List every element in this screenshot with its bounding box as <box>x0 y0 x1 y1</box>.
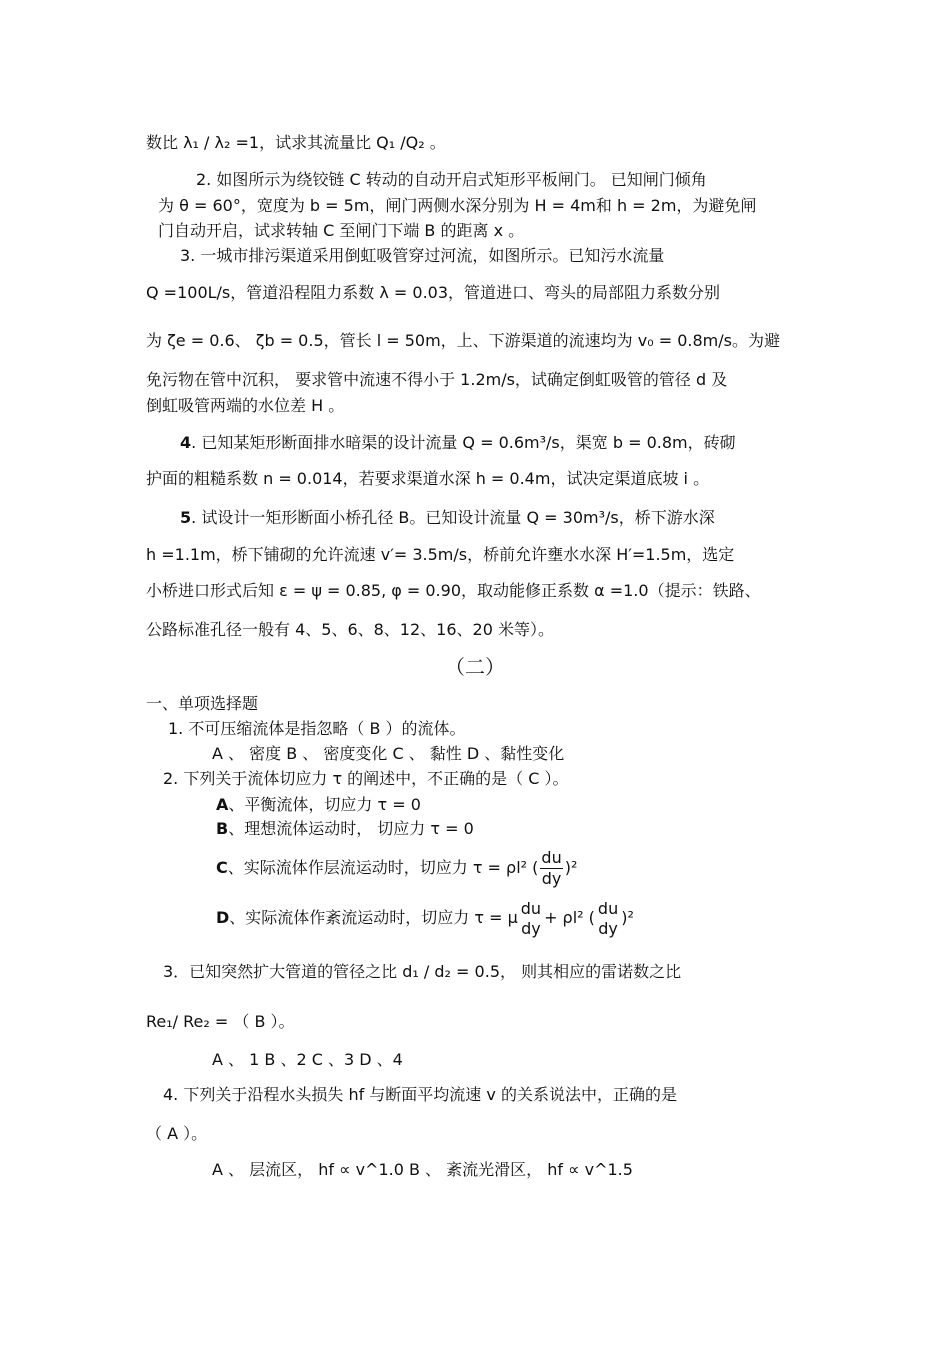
option-text-tail: )² <box>621 908 634 927</box>
mc-question-2: 2. 下列关于流体切应力 τ 的阐述中，不正确的是（ C ）。 <box>163 769 569 788</box>
fraction-numerator: du <box>541 848 562 867</box>
mc-question-2-option-a <box>216 795 421 815</box>
question-4-line-2: 护面的粗糙系数 n = 0.014，若要求渠道水深 h = 0.4m，试决定渠道底坡 i 。 <box>146 469 710 488</box>
option-text: 、实际流体作紊流运动时，切应力 τ = μ <box>229 908 518 927</box>
question-5-line-1 <box>180 508 715 528</box>
option-text-mid: + ρl² ( <box>544 908 595 927</box>
question-4-line-1 <box>180 433 736 453</box>
fraction-numerator: du <box>520 898 542 918</box>
fraction-du-dy <box>597 899 619 939</box>
question-3-line-3: 为 ζe = 0.6、 ζb = 0.5，管长 l = 50m，上、下游渠道的流速均为 v₀ = 0.8m/s。为避 <box>146 331 780 350</box>
question-2-line-2: 为 θ = 60°，宽度为 b = 5m，闸门两侧水深分别为 H = 4m和 h = 2m，为避免闸 <box>158 196 757 215</box>
question-3-line-5: 倒虹吸管两端的水位差 H 。 <box>146 396 345 415</box>
fraction-du-dy <box>540 848 562 889</box>
fraction-du-dy <box>520 899 542 939</box>
fraction-denominator: dy <box>598 918 618 938</box>
mc-question-2-option-b <box>216 819 474 839</box>
question-2-line-1: 2. 如图所示为绕铰链 C 转动的自动开启式矩形平板闸门。 已知闸门倾角 <box>196 170 707 189</box>
option-text-tail: )² <box>564 858 578 877</box>
fraction-denominator: dy <box>541 869 562 888</box>
mc-question-1-options: A 、 密度 B 、 密度变化 C 、 黏性 D 、黏性变化 <box>212 744 565 763</box>
mc-question-3-options: A 、 1 B 、2 C 、3 D 、4 <box>212 1050 403 1069</box>
question-5-line-3: 小桥进口形式后知 ε = ψ = 0.85, φ = 0.90，取动能修正系数 α =1.0（提示：铁路、 <box>146 581 761 600</box>
mc-question-3-line-2: Re₁/ Re₂ = （ B ）。 <box>146 1012 295 1031</box>
text-line-ratio: 数比 λ₁ / λ₂ =1，试求其流量比 Q₁ /Q₂ 。 <box>146 133 446 152</box>
mc-question-1: 1. 不可压缩流体是指忽略（ B ）的流体。 <box>168 719 466 738</box>
question-3-line-4: 免污物在管中沉积， 要求管中流速不得小于 1.2m/s，试确定倒虹吸管的管径 d 及 <box>146 370 728 389</box>
option-letter: B <box>216 819 229 838</box>
fraction-numerator: du <box>597 898 619 918</box>
mc-question-2-option-d <box>216 896 634 940</box>
question-5-text: . 试设计一矩形断面小桥孔径 B。已知设计流量 Q = 30m³/s，桥下游水深 <box>191 508 715 527</box>
question-5-line-4: 公路标准孔径一般有 4、5、6、8、12、16、20 米等）。 <box>146 620 554 639</box>
option-letter: D <box>216 908 230 927</box>
mc-question-3-line-1: 3．已知突然扩大管道的管径之比 d₁ / d₂ = 0.5， 则其相应的雷诺数之比 <box>163 962 682 981</box>
mc-question-2-option-c <box>216 846 577 890</box>
mc-question-4-line-2: （ A ）。 <box>146 1124 208 1143</box>
question-3-line-1: 3. 一城市排污渠道采用倒虹吸管穿过河流，如图所示。已知污水流量 <box>180 246 665 265</box>
option-letter: C <box>216 858 228 877</box>
question-5-line-2: h =1.1m，桥下铺砌的允许流速 v′= 3.5m/s，桥前允许壅水水深 H′=1.5m，选定 <box>146 545 735 564</box>
fraction-denominator: dy <box>521 918 541 938</box>
option-text: 、平衡流体，切应力 τ = 0 <box>228 795 421 814</box>
mc-question-4-line-1: 4. 下列关于沿程水头损失 hf 与断面平均流速 v 的关系说法中，正确的是 <box>163 1085 677 1104</box>
question-3-line-2: Q =100L/s，管道沿程阻力系数 λ = 0.03，管道进口、弯头的局部阻力系数分别 <box>146 283 721 302</box>
option-letter: A <box>216 795 229 814</box>
option-text: 、实际流体作层流运动时，切应力 τ = ρl² ( <box>227 858 539 877</box>
question-4-number: 4 <box>180 433 192 452</box>
mc-question-4-options: A 、 层流区， hf ∝ v^1.0 B 、 紊流光滑区， hf ∝ v^1.5 <box>212 1160 633 1179</box>
section-title: 一、单项选择题 <box>146 694 259 713</box>
section-heading: （二） <box>445 655 505 679</box>
question-2-line-3: 门自动开启，试求转轴 C 至闸门下端 B 的距离 x 。 <box>158 221 525 240</box>
question-5-number: 5 <box>180 508 192 527</box>
question-4-text: . 已知某矩形断面排水暗渠的设计流量 Q = 0.6m³/s，渠宽 b = 0.8m，砖砌 <box>191 433 736 452</box>
option-text: 、理想流体运动时， 切应力 τ = 0 <box>228 819 474 838</box>
